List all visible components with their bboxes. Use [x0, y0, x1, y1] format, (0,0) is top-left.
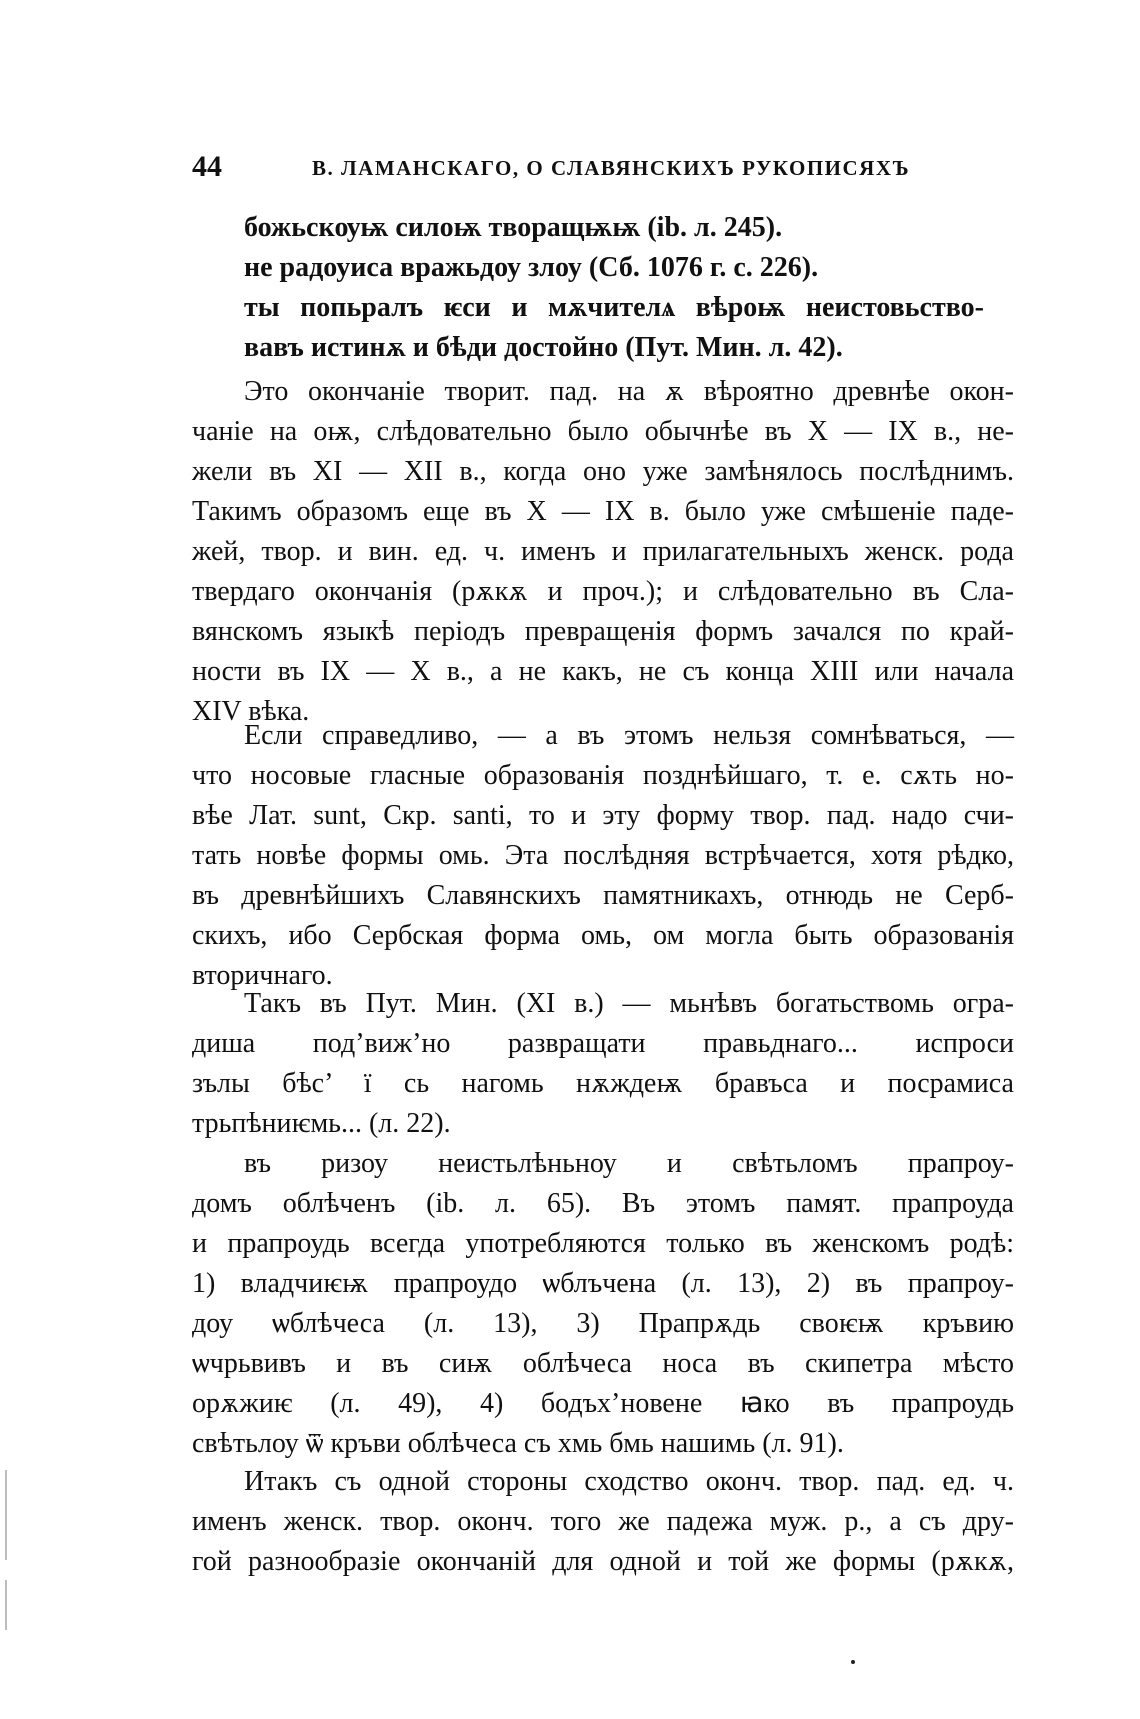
text-line: въ ризоу неистьлѣньноу и свѣтьломъ прапроу-	[244, 1148, 1014, 1179]
quote-block-1	[244, 208, 984, 368]
text-line: ности въ IX — X в., а не какъ, не съ конца XIII или начала	[192, 656, 1014, 687]
text-line: доу ѡблѣчеса (л. 13), 3) Прапрѫдь своѥѭ кръвию	[192, 1308, 1014, 1339]
text-line: ѡчрьвивъ и въ сиѭ облѣчеса носа въ скипетра мѣсто	[192, 1348, 1014, 1379]
text-line: орѫжиѥ (л. 49), 4) бодъх’новене ꙗко въ прапроудь	[192, 1388, 1014, 1419]
print-speck	[851, 1660, 855, 1664]
text-line: Такъ въ Пут. Мин. (XI в.) — мьнѣвъ богатьствомь огра-	[244, 988, 1014, 1019]
text-line: Если справедливо, — а въ этомъ нельзя сомнѣваться, —	[244, 720, 1014, 751]
text-line: твердаго окончанія (рѫкѫ и проч.); и слѣдовательно въ Сла-	[192, 576, 1014, 607]
paragraph-5	[192, 1462, 1014, 1582]
text-line: жели въ XI — XII в., когда оно уже замѣнялось послѣднимъ.	[192, 456, 1014, 487]
text-line: вавъ истинѫ и бѣди достойно (Пут. Мин. л. 42).	[244, 332, 843, 363]
text-line: чаніе на оѭ, слѣдовательно было обычнѣе въ X — IX в., не-	[192, 416, 1014, 447]
paragraph-4	[192, 1144, 1014, 1464]
text-line: вторичнаго.	[192, 960, 333, 991]
text-line: въ древнѣйшихъ Славянскихъ памятникахъ, отнюдь не Серб-	[192, 880, 1014, 911]
text-line: гой разнообразіе окончаній для одной и той же формы (рѫкѫ,	[192, 1546, 1014, 1577]
text-line: именъ женск. твор. оконч. того же падежа муж. р., а съ дру-	[192, 1506, 1014, 1537]
paragraph-2	[192, 716, 1014, 996]
text-line: XIV вѣка.	[192, 696, 310, 727]
text-line: вянскомъ языкѣ періодъ превращенія формъ зачался по край-	[192, 616, 1014, 647]
text-line: тать новѣе формы омь. Эта послѣдняя встрѣчается, хотя рѣдко,	[192, 840, 1014, 871]
paragraph-3	[192, 984, 1014, 1144]
text-line: домъ облѣченъ (ib. л. 65). Въ этомъ памят. прапроуда	[192, 1188, 1014, 1219]
text-line: что носовые гласные образованія позднѣйшаго, т. е. сѫть но-	[192, 760, 1014, 791]
text-line: жей, твор. и вин. ед. ч. именъ и прилагательныхъ женск. рода	[192, 536, 1014, 567]
text-line: не радоуиса вражьдоу злоу (Сб. 1076 г. с. 226).	[244, 252, 819, 283]
text-line: Такимъ образомъ еще въ X — IX в. было уже смѣшеніе паде-	[192, 496, 1014, 527]
page-number: 44	[192, 150, 222, 183]
text-line: вѣе Лат. sunt, Скр. santi, то и эту форму твор. пад. надо счи-	[192, 800, 1014, 831]
paragraph-1	[192, 372, 1014, 732]
text-line: Итакъ съ одной стороны сходство оконч. твор. пад. ед. ч.	[244, 1466, 1014, 1497]
text-line: 1) владчиѥѭ прапроудо ѡблъчена (л. 13), 2) въ прапроу-	[192, 1268, 1014, 1299]
running-title: В. ЛАМАНСКАГО, О СЛАВЯНСКИХЪ РУКОПИСЯХЪ	[312, 156, 911, 180]
text-line: диша под’виж’но развращати правьднаго... испроси	[192, 1028, 1014, 1059]
page-edge-mark	[5, 1580, 7, 1630]
text-line: свѣтьлоу ѿ кръви облѣчеса съ хмь бмь нашимь (л. 91).	[192, 1428, 844, 1459]
text-line: и прапроудь всегда употребляются только въ женскомъ родѣ:	[192, 1228, 1014, 1259]
page-edge-mark	[5, 1470, 7, 1560]
text-line: Это окончаніе творит. пад. на ѫ вѣроятно древнѣе окон-	[244, 376, 1014, 407]
text-line: ты попьралъ ѥси и мѫчителѧ вѣроѭ неистовьство-	[244, 292, 984, 323]
text-line: скихъ, ибо Сербская форма омь, ом могла быть образованія	[192, 920, 1014, 951]
text-line: божьскѹѭ силоѭ творащѭѭ (ib. л. 245).	[244, 212, 783, 243]
text-line: трьпѣниѥмь... (л. 22).	[192, 1108, 451, 1139]
page-header	[192, 150, 1022, 184]
text-line: зълы бѣс’ ї сь нагомь нѫждеѭ бравъса и посрамиса	[192, 1068, 1014, 1099]
